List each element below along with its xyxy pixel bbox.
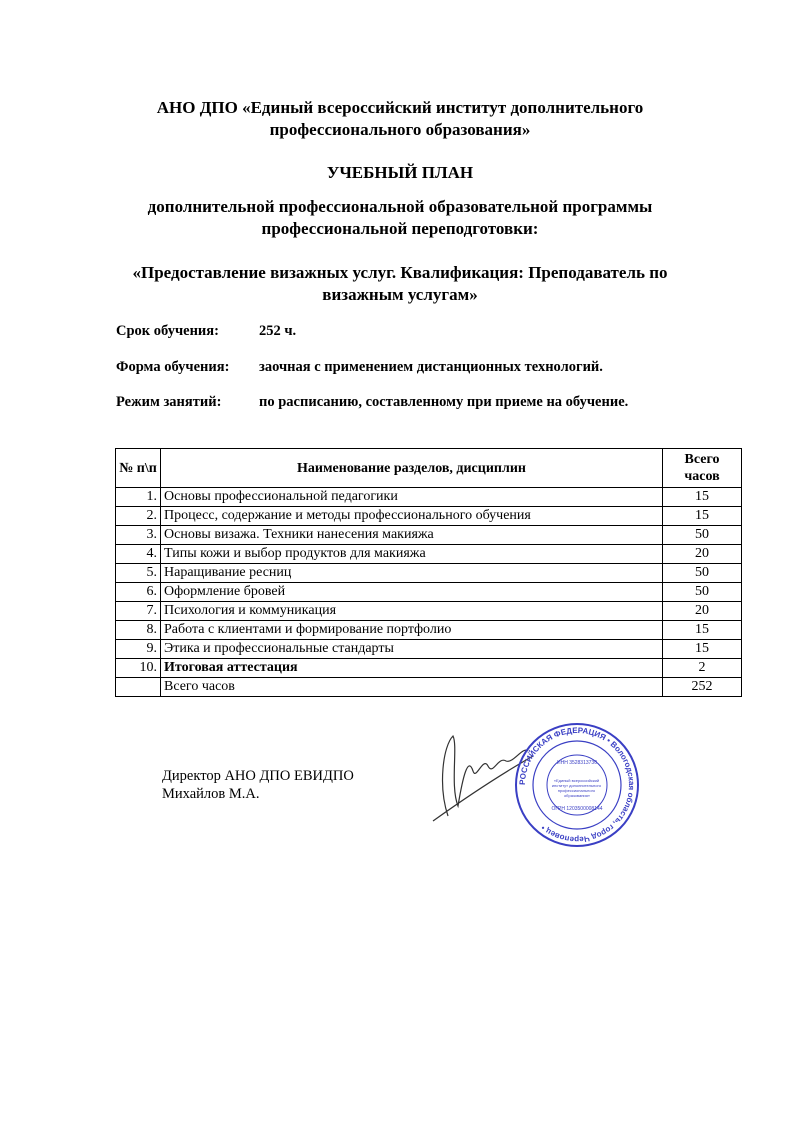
total-row xyxy=(116,678,742,697)
mode-value: по расписанию, составленному при приеме на обучение. xyxy=(259,394,629,410)
header-name: Наименование разделов, дисциплин xyxy=(161,449,663,488)
row-discipline: Оформление бровей xyxy=(161,583,663,602)
stamp-ogrn: ОГРН 1203500008144 xyxy=(551,806,603,812)
header-hours: Всего часов xyxy=(663,449,742,488)
row-hours: 20 xyxy=(663,545,742,564)
row-discipline: Типы кожи и выбор продуктов для макияжа xyxy=(161,545,663,564)
row-hours: 15 xyxy=(663,507,742,526)
row-number: 9. xyxy=(116,640,161,659)
mode-row xyxy=(116,394,628,411)
row-number: 10. xyxy=(116,659,161,678)
header-num: № п\п xyxy=(116,449,161,488)
stamp-center-text: «Единый всероссийский институт дополнительного профессионального образования» xyxy=(551,778,602,798)
row-number: 4. xyxy=(116,545,161,564)
table-row xyxy=(116,564,742,583)
institute-name: АНО ДПО «Единый всероссийский институт дополнительного профессионального образования» xyxy=(156,98,644,139)
official-stamp xyxy=(514,722,640,848)
stamp-inn: ИНН 3528313730 xyxy=(556,760,598,766)
row-discipline: Процесс, содержание и методы профессионального обучения xyxy=(161,507,663,526)
row-number: 5. xyxy=(116,564,161,583)
row-discipline: Основы визажа. Техники нанесения макияжа xyxy=(161,526,663,545)
table-row xyxy=(116,621,742,640)
mode-label: Режим занятий: xyxy=(116,394,222,410)
table-row xyxy=(116,526,742,545)
table-row xyxy=(116,602,742,621)
curriculum-table xyxy=(115,448,742,697)
row-number: 7. xyxy=(116,602,161,621)
row-number: 2. xyxy=(116,507,161,526)
form-label: Форма обучения: xyxy=(116,359,230,375)
duration-value: 252 ч. xyxy=(259,323,297,339)
form-row xyxy=(116,359,603,376)
row-hours: 50 xyxy=(663,564,742,583)
table-row xyxy=(116,507,742,526)
table-row xyxy=(116,640,742,659)
row-number: 8. xyxy=(116,621,161,640)
row-hours: 50 xyxy=(663,583,742,602)
row-discipline: Работа с клиентами и формирование портфолио xyxy=(161,621,663,640)
document-title: УЧЕБНЫЙ ПЛАН xyxy=(326,163,474,182)
row-discipline: Наращивание ресниц xyxy=(161,564,663,583)
document-subtitle: дополнительной профессиональной образовательной программы профессиональной переподготовки: xyxy=(147,197,653,238)
table-row xyxy=(116,659,742,678)
row-number: 3. xyxy=(116,526,161,545)
row-hours: 15 xyxy=(663,488,742,507)
row-discipline: Этика и профессиональные стандарты xyxy=(161,640,663,659)
duration-row xyxy=(116,323,296,340)
stamp-outer-text: РОССИЙСКАЯ ФЕДЕРАЦИЯ • Вологодская область, город Череповец • xyxy=(517,725,637,845)
duration-label: Срок обучения: xyxy=(116,323,219,339)
row-hours: 15 xyxy=(663,621,742,640)
table-header-row xyxy=(116,449,742,488)
row-number: 1. xyxy=(116,488,161,507)
total-label: Всего часов xyxy=(161,678,663,697)
total-value: 252 xyxy=(663,678,742,697)
program-name: «Предоставление визажных услуг. Квалификация: Преподаватель по визажным услугам» xyxy=(132,263,668,304)
director-signature-block xyxy=(162,767,354,803)
director-position: Директор АНО ДПО ЕВИДПО xyxy=(162,768,354,784)
row-hours: 2 xyxy=(663,659,742,678)
row-number: 6. xyxy=(116,583,161,602)
row-discipline: Итоговая аттестация xyxy=(161,659,663,678)
form-value: заочная с применением дистанционных технологий. xyxy=(259,359,603,375)
table-row xyxy=(116,488,742,507)
table-row xyxy=(116,583,742,602)
row-hours: 15 xyxy=(663,640,742,659)
table-row xyxy=(116,545,742,564)
director-name: Михайлов М.А. xyxy=(162,786,260,802)
row-hours: 20 xyxy=(663,602,742,621)
row-discipline: Психология и коммуникация xyxy=(161,602,663,621)
row-hours: 50 xyxy=(663,526,742,545)
row-discipline: Основы профессиональной педагогики xyxy=(161,488,663,507)
